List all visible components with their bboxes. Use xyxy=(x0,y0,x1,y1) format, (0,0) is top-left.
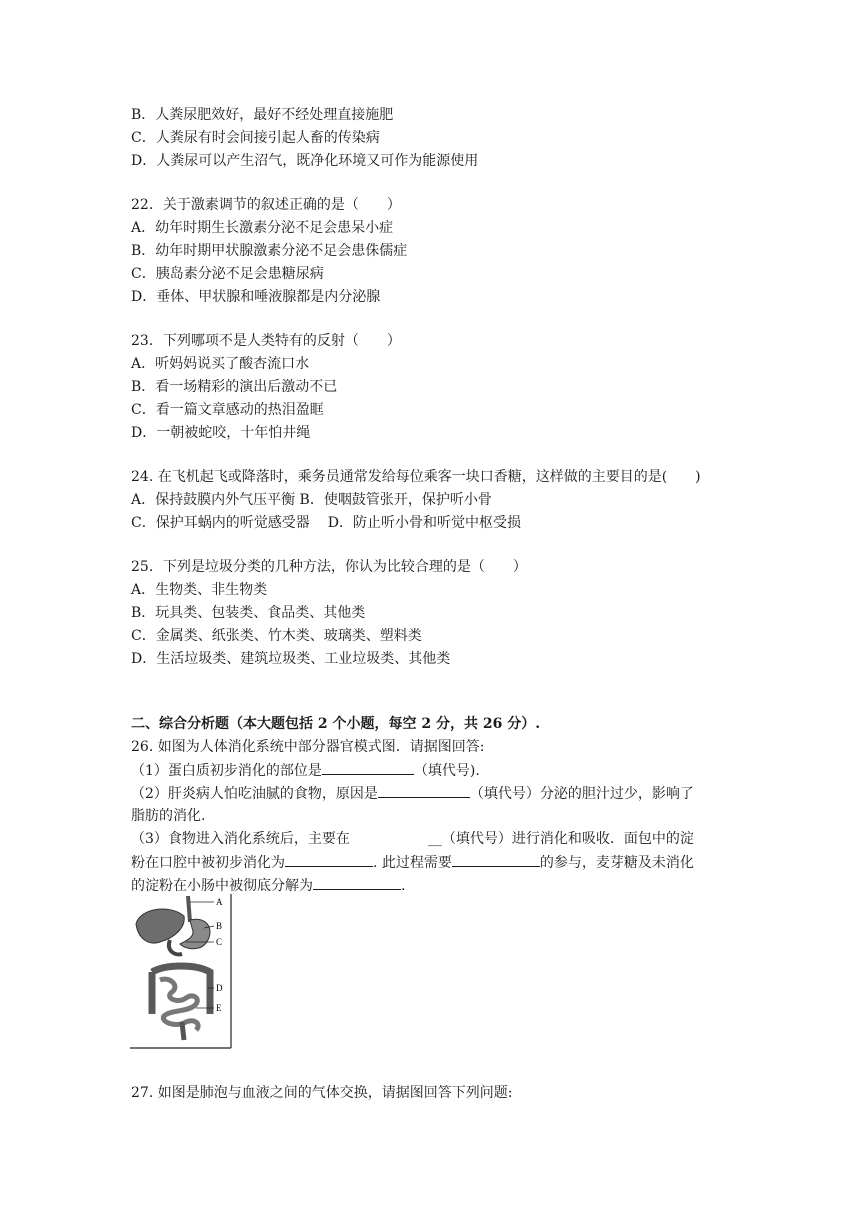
figure-label-e: E xyxy=(216,1003,222,1013)
q23-option-a: A．听妈妈说买了酸杏流口水 xyxy=(131,356,310,372)
q23-option-c: C．看一篇文章感动的热泪盈眶 xyxy=(131,402,324,418)
q25-stem: 25．下列是垃圾分类的几种方法，你认为比较合理的是（ ） xyxy=(131,559,527,575)
figure-label-b: B xyxy=(216,921,223,931)
q21-option-c: C．人粪尿有时会间接引起人畜的传染病 xyxy=(131,130,380,146)
q22-option-d: D．垂体、甲状腺和唾液腺都是内分泌腺 xyxy=(131,289,381,305)
q23-option-b: B．看一场精彩的演出后激动不已 xyxy=(131,379,338,395)
q25-option-b: B．玩具类、包装类、食品类、其他类 xyxy=(131,605,366,621)
digestive-system-figure xyxy=(130,894,232,1049)
q26-part2: （2）肝炎病人怕吃油腻的食物，原因是 （填代号）分泌的胆汁过少，影响了 xyxy=(131,783,694,804)
q26-blank-2[interactable] xyxy=(378,783,470,798)
q22-option-b: B．幼年时期甲状腺激素分泌不足会患侏儒症 xyxy=(131,243,408,259)
q24-option-c: C．保护耳蜗内的听觉感受器 xyxy=(131,515,310,531)
q23-option-d: D．一朝被蛇咬，十年怕井绳 xyxy=(131,425,311,441)
q21-option-d: D．人粪尿可以产生沼气，既净化环境又可作为能源使用 xyxy=(131,153,479,169)
q26-part3-cont2: 的淀粉在小肠中被彻底分解为 . xyxy=(131,875,405,896)
q27-stem: 27. 如图是肺泡与血液之间的气体交换，请据图回答下列问题: xyxy=(131,1085,513,1101)
q24-options-row1: A．保持鼓膜内外气压平衡 B．使咽鼓管张开，保护听小骨 xyxy=(131,492,492,508)
q26-part3: （3）食物进入消化系统后，主要在 __（填代号）进行消化和吸收．面包中的淀 xyxy=(131,831,694,847)
q26-part1: （1）蛋白质初步消化的部位是 （填代号). xyxy=(131,760,480,781)
figure-label-c: C xyxy=(216,937,223,947)
q25-option-c: C．金属类、纸张类、竹木类、玻璃类、塑料类 xyxy=(131,628,422,644)
figure-label-d: D xyxy=(216,983,223,993)
q24-stem: 24. 在飞机起飞或降落时，乘务员通常发给每位乘客一块口香糖，这样做的主要目的是( ) xyxy=(131,469,701,485)
q26-blank-1[interactable] xyxy=(322,760,414,775)
q25-option-d: D．生活垃圾类、建筑垃圾类、工业垃圾类、其他类 xyxy=(131,651,451,667)
q22-stem: 22．关于激素调节的叙述正确的是（ ） xyxy=(131,197,401,213)
q24-options-row2 xyxy=(131,513,521,533)
q24-option-d: D．防止听小骨和听觉中枢受损 xyxy=(327,515,521,531)
figure-label-a: A xyxy=(216,897,223,907)
q26-part2-cont: 脂肪的消化. xyxy=(131,808,206,824)
q26-blank-4[interactable] xyxy=(452,852,540,867)
q26-blank-5[interactable] xyxy=(313,875,401,890)
q26-stem: 26. 如图为人体消化系统中部分器官模式图．请据图回答: xyxy=(131,739,485,755)
q23-stem: 23．下列哪项不是人类特有的反射（ ） xyxy=(131,333,401,349)
q25-option-a: A．生物类、非生物类 xyxy=(131,582,268,598)
q21-option-b: B．人粪尿肥效好，最好不经处理直接施肥 xyxy=(131,107,394,123)
q22-option-c: C．胰岛素分泌不足会患糖尿病 xyxy=(131,266,324,282)
q26-blank-3[interactable] xyxy=(285,852,373,867)
section2-heading: 二、综合分析题（本大题包括 2 个小题，每空 2 分，共 26 分）. xyxy=(131,716,541,732)
q26-part3-cont1: 粉在口腔中被初步消化为 . 此过程需要 的参与，麦芽糖及未消化 xyxy=(131,852,694,873)
q22-option-a: A．幼年时期生长激素分泌不足会患呆小症 xyxy=(131,220,394,236)
